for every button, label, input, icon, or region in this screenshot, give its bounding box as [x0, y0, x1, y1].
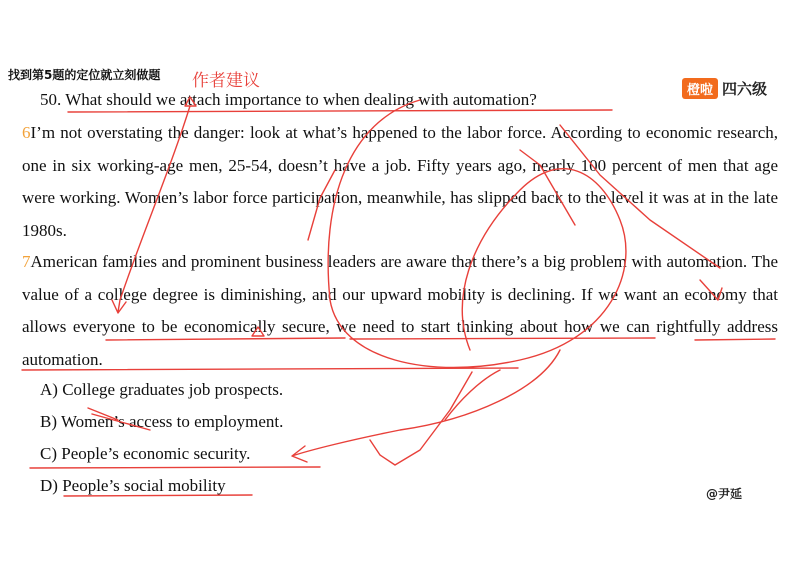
brand-badge: 橙啦	[682, 78, 718, 99]
scribble-mark-2	[445, 370, 500, 420]
reading-hint: 找到第5题的定位就立刻做题	[8, 68, 161, 82]
paragraph-7	[22, 246, 778, 376]
option-d: D) People’s social mobility	[40, 476, 226, 495]
brand-logo	[682, 78, 767, 99]
paragraph-text: American families and prominent business leaders are aware that there’s a big problem with automation. The value of a college degree is diminishing, and our upward mobility is declining. If we want an economy that allows everyone to be economically secure, we need to start thinking about how we can rightfully address automation.	[22, 252, 778, 369]
scribble-mark	[370, 372, 472, 465]
author-credit: @尹延	[706, 487, 743, 501]
paragraph-number: 6	[22, 123, 31, 142]
answer-options	[40, 374, 283, 502]
paragraph-number: 7	[22, 252, 31, 271]
option-b: B) Women’s access to employment.	[40, 412, 284, 431]
option-a: A) College graduates job prospects.	[40, 380, 284, 399]
paragraph-6	[22, 117, 778, 247]
option-c: C) People’s economic security.	[40, 444, 251, 463]
question-text: 50. What should we attach importance to when dealing with automation?	[40, 90, 537, 109]
brand-level: 四六级	[722, 80, 768, 98]
underline-question	[68, 110, 612, 112]
author-note: 作者建议	[192, 71, 260, 91]
paragraph-text: I’m not overstating the danger: look at what’s happened to the labor force. According to economic research, one in six working-age men, 25-54, doesn’t have a job. Fifty years ago, nearly 100 percent of men that age were working. Women’s labor force participation, meanwhile, has slipped back to the level it was at in the late 1980s.	[22, 123, 778, 240]
